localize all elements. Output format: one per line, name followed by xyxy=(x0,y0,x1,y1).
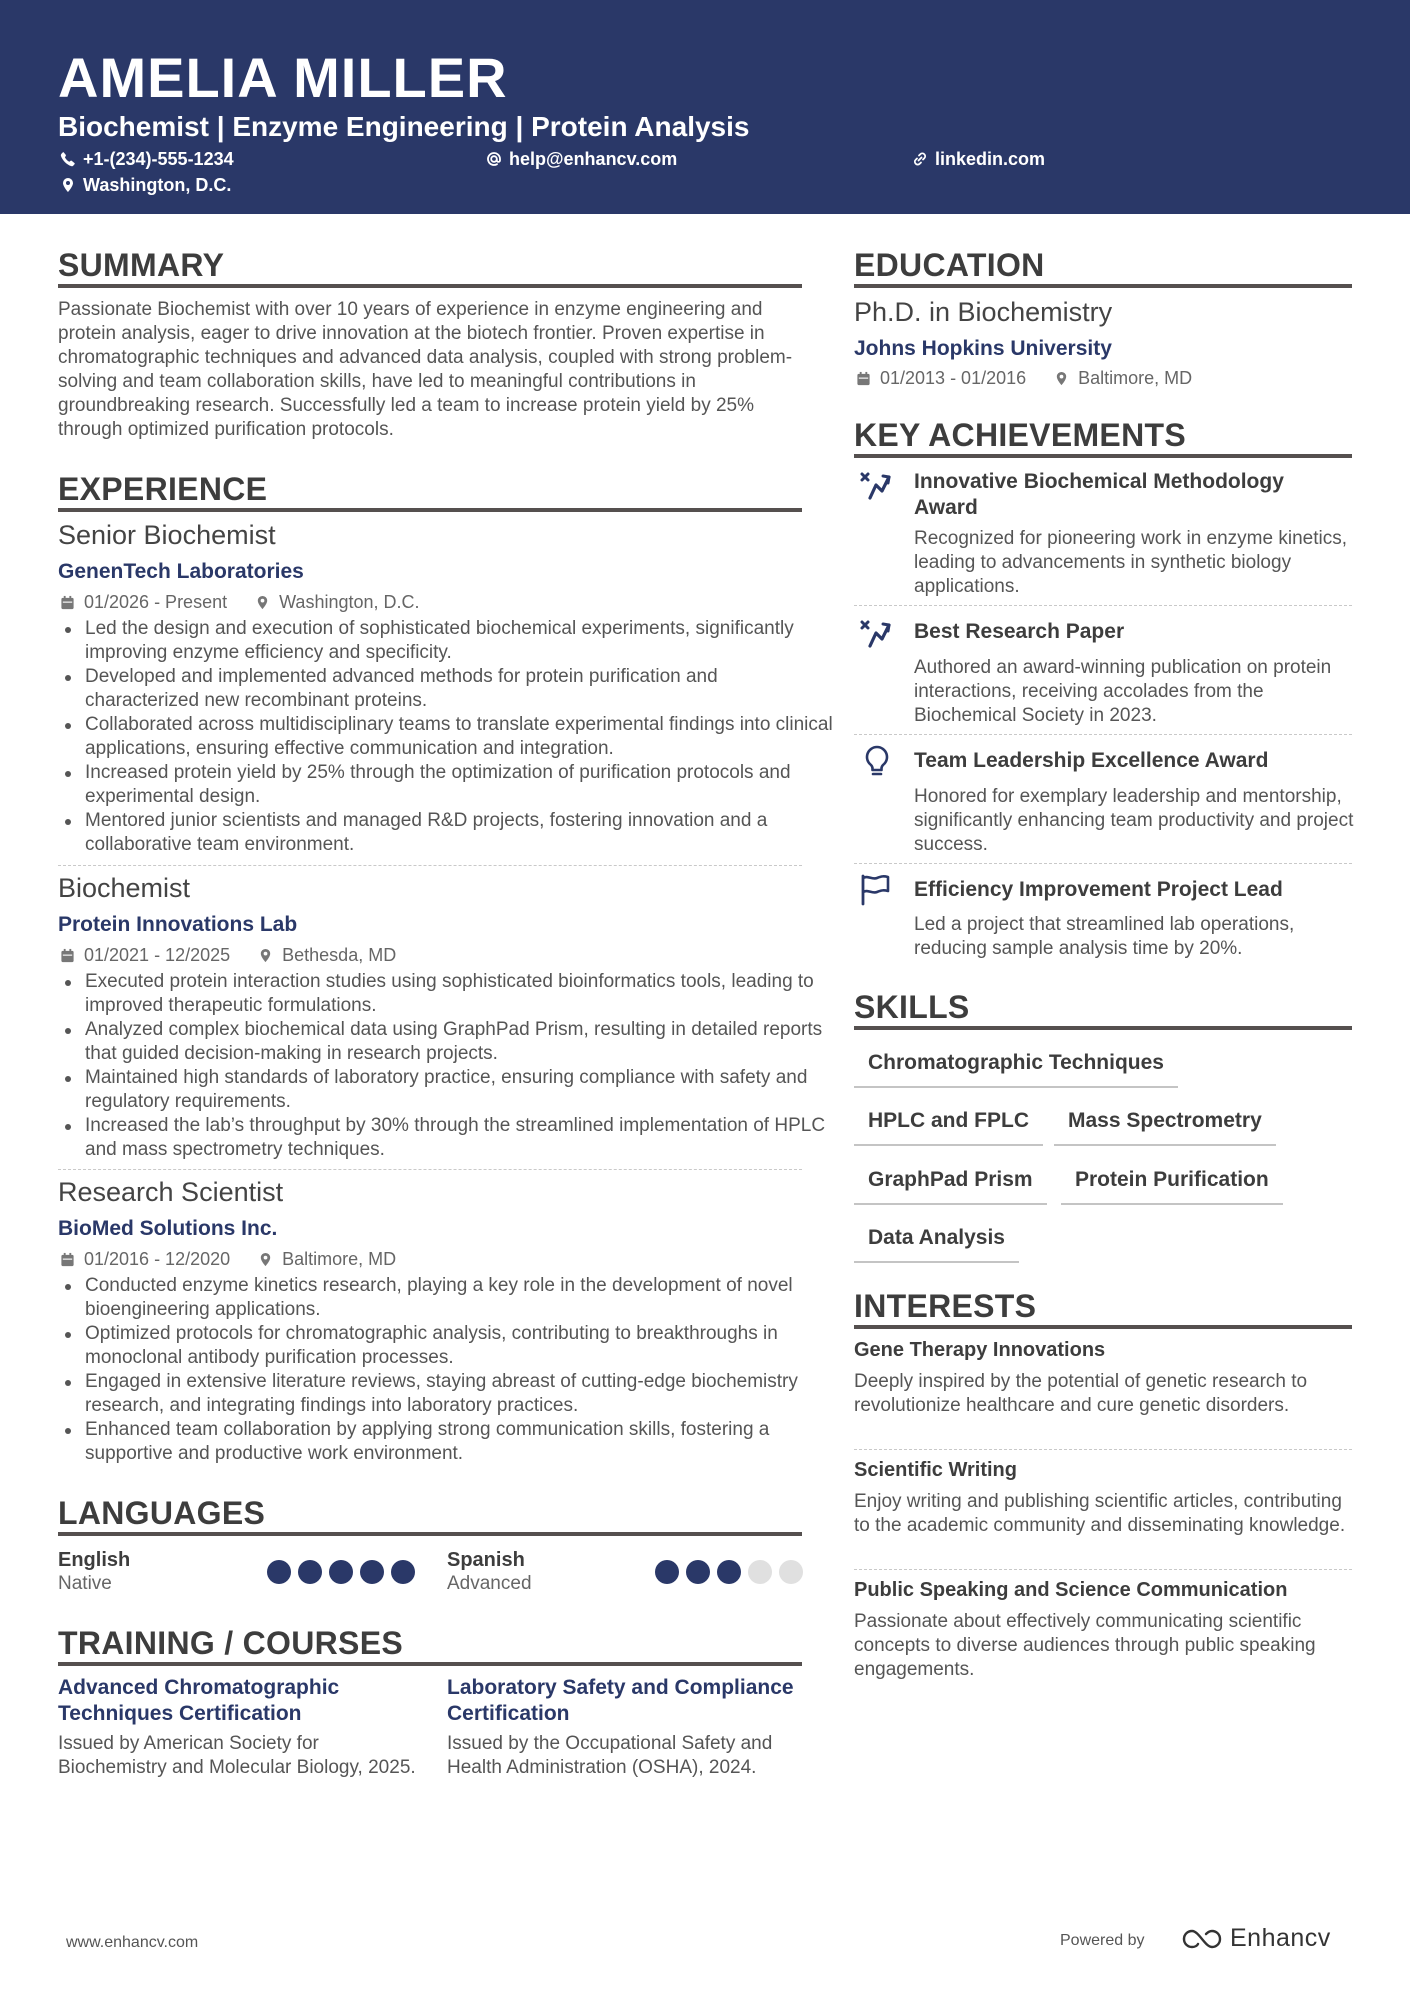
achievement-title: Efficiency Improvement Project Lead xyxy=(914,878,1283,901)
bullet-item: Optimized protocols for chromatographic analysis, contributing to breakthroughs in monoclonal antibody purification processes. xyxy=(85,1322,835,1370)
language-name: Spanish xyxy=(447,1549,525,1571)
skills-heading: SKILLS xyxy=(854,989,970,1025)
job-location: Baltimore, MD xyxy=(282,1249,397,1269)
contact-linkedin[interactable] xyxy=(912,148,1045,170)
language-name: English xyxy=(58,1549,131,1571)
job-company[interactable]: GenenTech Laboratories xyxy=(58,560,304,583)
course-title: Laboratory Safety and Compliance Certification xyxy=(447,1676,794,1725)
trophy-medal-icon xyxy=(858,616,892,650)
bullet-item: Engaged in extensive literature reviews, staying abreast of cutting-edge biochemistry research, and integrating findings into laboratory practices. xyxy=(85,1370,835,1418)
divider xyxy=(854,734,1352,735)
skill-tag: Chromatographic Techniques xyxy=(854,1050,1178,1088)
lightbulb-icon xyxy=(860,744,894,778)
job-bullets xyxy=(58,970,835,1162)
interest-description: Passionate about effectively communicating scientific concepts to diverse audiences through public speaking engagements. xyxy=(854,1611,1316,1680)
rating-dot-filled xyxy=(686,1560,710,1584)
bullet-item: Increased protein yield by 25% through the optimization of purification protocols and experimental design. xyxy=(85,761,835,809)
achievement-description: Authored an award-winning publication on protein interactions, receiving accolades from the Biochemical Society in 2023. xyxy=(914,657,1332,726)
job-dates: 01/2021 - 12/2025 xyxy=(84,945,231,965)
job-company[interactable]: BioMed Solutions Inc. xyxy=(58,1217,278,1240)
divider xyxy=(854,1569,1352,1570)
languages-rule xyxy=(58,1532,802,1536)
footer-website[interactable]: www.enhancv.com xyxy=(66,1934,199,1951)
school[interactable]: Johns Hopkins University xyxy=(854,337,1112,360)
skill-tag: Mass Spectrometry xyxy=(1054,1108,1276,1146)
infinity-logo-icon xyxy=(1180,1926,1224,1952)
achievement-title: Best Research Paper xyxy=(914,620,1125,643)
skills-rule xyxy=(854,1026,1352,1030)
job-meta xyxy=(60,591,420,613)
interest-description: Enjoy writing and publishing scientific articles, contributing to the academic community and disseminating knowledge. xyxy=(854,1491,1346,1536)
language-rating xyxy=(267,1560,415,1584)
at-icon xyxy=(486,151,502,167)
bullet-item: Increased the lab’s throughput by 30% through the streamlined implementation of HPLC and mass spectrometry techniques. xyxy=(85,1114,835,1162)
location-pin-icon xyxy=(258,1252,273,1267)
interests-heading: INTERESTS xyxy=(854,1288,1037,1324)
language-rating xyxy=(655,1560,803,1584)
job-location: Bethesda, MD xyxy=(282,945,397,965)
divider xyxy=(58,865,802,866)
flag-icon xyxy=(858,873,892,907)
languages-heading: LANGUAGES xyxy=(58,1495,266,1531)
job-role: Senior Biochemist xyxy=(58,520,276,550)
interest-title: Scientific Writing xyxy=(854,1459,1017,1481)
phone-text: +1-(234)-555-1234 xyxy=(83,149,234,169)
bullet-item: Analyzed complex biochemical data using GraphPad Prism, resulting in detailed reports that guided decision-making in research projects. xyxy=(85,1018,835,1066)
rating-dot-filled xyxy=(655,1560,679,1584)
achievements-heading: KEY ACHIEVEMENTS xyxy=(854,417,1186,453)
rating-dot-filled xyxy=(267,1560,291,1584)
contact-email[interactable] xyxy=(486,148,677,170)
achievement-title: Team Leadership Excellence Award xyxy=(914,749,1269,772)
achievement-title: Innovative Biochemical Methodology Award xyxy=(914,470,1284,519)
achievement-description: Led a project that streamlined lab operations, reducing sample analysis time by 20%. xyxy=(914,914,1295,959)
interest-description: Deeply inspired by the potential of genetic research to revolutionize healthcare and cure genetic disorders. xyxy=(854,1371,1308,1416)
calendar-icon xyxy=(60,595,75,610)
skill-tag: Protein Purification xyxy=(1061,1167,1283,1205)
rating-dot-filled xyxy=(329,1560,353,1584)
phone-icon xyxy=(60,151,76,167)
footer-powered-by: Powered by xyxy=(1060,1932,1145,1949)
bullet-item: Led the design and execution of sophisticated biochemical experiments, significantly improving enzyme efficiency and specificity. xyxy=(85,617,835,665)
interest-title: Gene Therapy Innovations xyxy=(854,1339,1106,1361)
interests-rule xyxy=(854,1325,1352,1329)
interest-title: Public Speaking and Science Communication xyxy=(854,1579,1288,1601)
experience-heading: EXPERIENCE xyxy=(58,471,268,507)
bullet-item: Executed protein interaction studies using sophisticated bioinformatics tools, leading to improved therapeutic formulations. xyxy=(85,970,835,1018)
divider xyxy=(854,605,1352,606)
job-company[interactable]: Protein Innovations Lab xyxy=(58,913,298,936)
divider xyxy=(854,1449,1352,1450)
achievement-description: Honored for exemplary leadership and mentorship, significantly enhancing team productivity and project success. xyxy=(914,786,1354,855)
location-pin-icon xyxy=(255,595,270,610)
email-text: help@enhancv.com xyxy=(509,149,678,169)
contact-phone[interactable] xyxy=(60,148,234,170)
skill-tag: GraphPad Prism xyxy=(854,1167,1047,1205)
language-level: Advanced xyxy=(447,1573,532,1594)
training-rule xyxy=(58,1662,802,1666)
job-meta xyxy=(60,944,396,966)
resume-header xyxy=(0,0,1410,214)
rating-dot-filled xyxy=(717,1560,741,1584)
job-dates: 01/2026 - Present xyxy=(84,592,228,612)
course-description: Issued by American Society for Biochemistry and Molecular Biology, 2025. xyxy=(58,1733,416,1778)
language-level: Native xyxy=(58,1573,112,1594)
calendar-icon xyxy=(60,1252,75,1267)
job-meta xyxy=(60,1248,396,1270)
rating-dot-empty xyxy=(779,1560,803,1584)
skill-tag: HPLC and FPLC xyxy=(854,1108,1043,1146)
rating-dot-empty xyxy=(748,1560,772,1584)
rating-dot-filled xyxy=(298,1560,322,1584)
location-text: Washington, D.C. xyxy=(83,175,232,195)
skill-tag: Data Analysis xyxy=(854,1225,1019,1263)
brand-name: Enhancv xyxy=(1230,1924,1331,1952)
linkedin-text: linkedin.com xyxy=(935,149,1046,169)
bullet-item: Collaborated across multidisciplinary teams to translate experimental findings into clinical applications, ensuring effective communication and integration. xyxy=(85,713,835,761)
calendar-icon xyxy=(60,948,75,963)
course-title: Advanced Chromatographic Techniques Certification xyxy=(58,1676,340,1725)
bullet-item: Developed and implemented advanced methods for protein purification and characterized new recombinant proteins. xyxy=(85,665,835,713)
summary-heading: SUMMARY xyxy=(58,247,225,283)
trophy-medal-icon xyxy=(858,468,892,502)
training-heading: TRAINING / COURSES xyxy=(58,1625,403,1661)
summary-text: Passionate Biochemist with over 10 years of experience in enzyme engineering and protein analysis, eager to drive innovation at the biotech frontier. Proven expertise in chromatographic techniques and advanced data analysis, coupled with strong problem-solving and team collaboration skills, have led to meaningful contributions in groundbreaking research. Successfully led a team to increase protein yield by 25% through optimized purification protocols. xyxy=(58,299,793,440)
education-location: Baltimore, MD xyxy=(1078,368,1193,388)
divider xyxy=(854,863,1352,864)
job-bullets xyxy=(58,617,835,857)
rating-dot-filled xyxy=(391,1560,415,1584)
link-icon xyxy=(912,151,928,167)
divider xyxy=(58,1169,802,1170)
location-pin-icon xyxy=(258,948,273,963)
job-location: Washington, D.C. xyxy=(279,592,420,612)
job-bullets xyxy=(58,1274,835,1466)
job-role: Research Scientist xyxy=(58,1177,284,1207)
education-meta xyxy=(856,367,1192,389)
contact-location xyxy=(60,174,231,196)
bullet-item: Enhanced team collaboration by applying strong communication skills, fostering a supportive and productive work environment. xyxy=(85,1418,835,1466)
calendar-icon xyxy=(856,371,871,386)
education-dates: 01/2013 - 01/2016 xyxy=(880,368,1027,388)
bullet-item: Maintained high standards of laboratory practice, ensuring compliance with safety and regulatory requirements. xyxy=(85,1066,835,1114)
experience-rule xyxy=(58,508,802,512)
location-pin-icon xyxy=(1054,371,1069,386)
rating-dot-filled xyxy=(360,1560,384,1584)
summary-rule xyxy=(58,284,802,288)
headline: Biochemist | Enzyme Engineering | Protein Analysis xyxy=(58,111,750,142)
education-heading: EDUCATION xyxy=(854,247,1045,283)
job-role: Biochemist xyxy=(58,873,191,903)
bullet-item: Conducted enzyme kinetics research, playing a key role in the development of novel bioengineering applications. xyxy=(85,1274,835,1322)
achievements-rule xyxy=(854,454,1352,458)
candidate-name: AMELIA MILLER xyxy=(58,46,508,109)
brand-logo[interactable] xyxy=(1180,1924,1331,1953)
bullet-item: Mentored junior scientists and managed R&D projects, fostering innovation and a collaborative team environment. xyxy=(85,809,835,857)
achievement-description: Recognized for pioneering work in enzyme kinetics, leading to advancements in synthetic biology applications. xyxy=(914,528,1347,597)
job-dates: 01/2016 - 12/2020 xyxy=(84,1249,231,1269)
education-rule xyxy=(854,284,1352,288)
location-pin-icon xyxy=(60,177,76,193)
degree: Ph.D. in Biochemistry xyxy=(854,297,1113,327)
course-description: Issued by the Occupational Safety and Health Administration (OSHA), 2024. xyxy=(447,1733,773,1778)
